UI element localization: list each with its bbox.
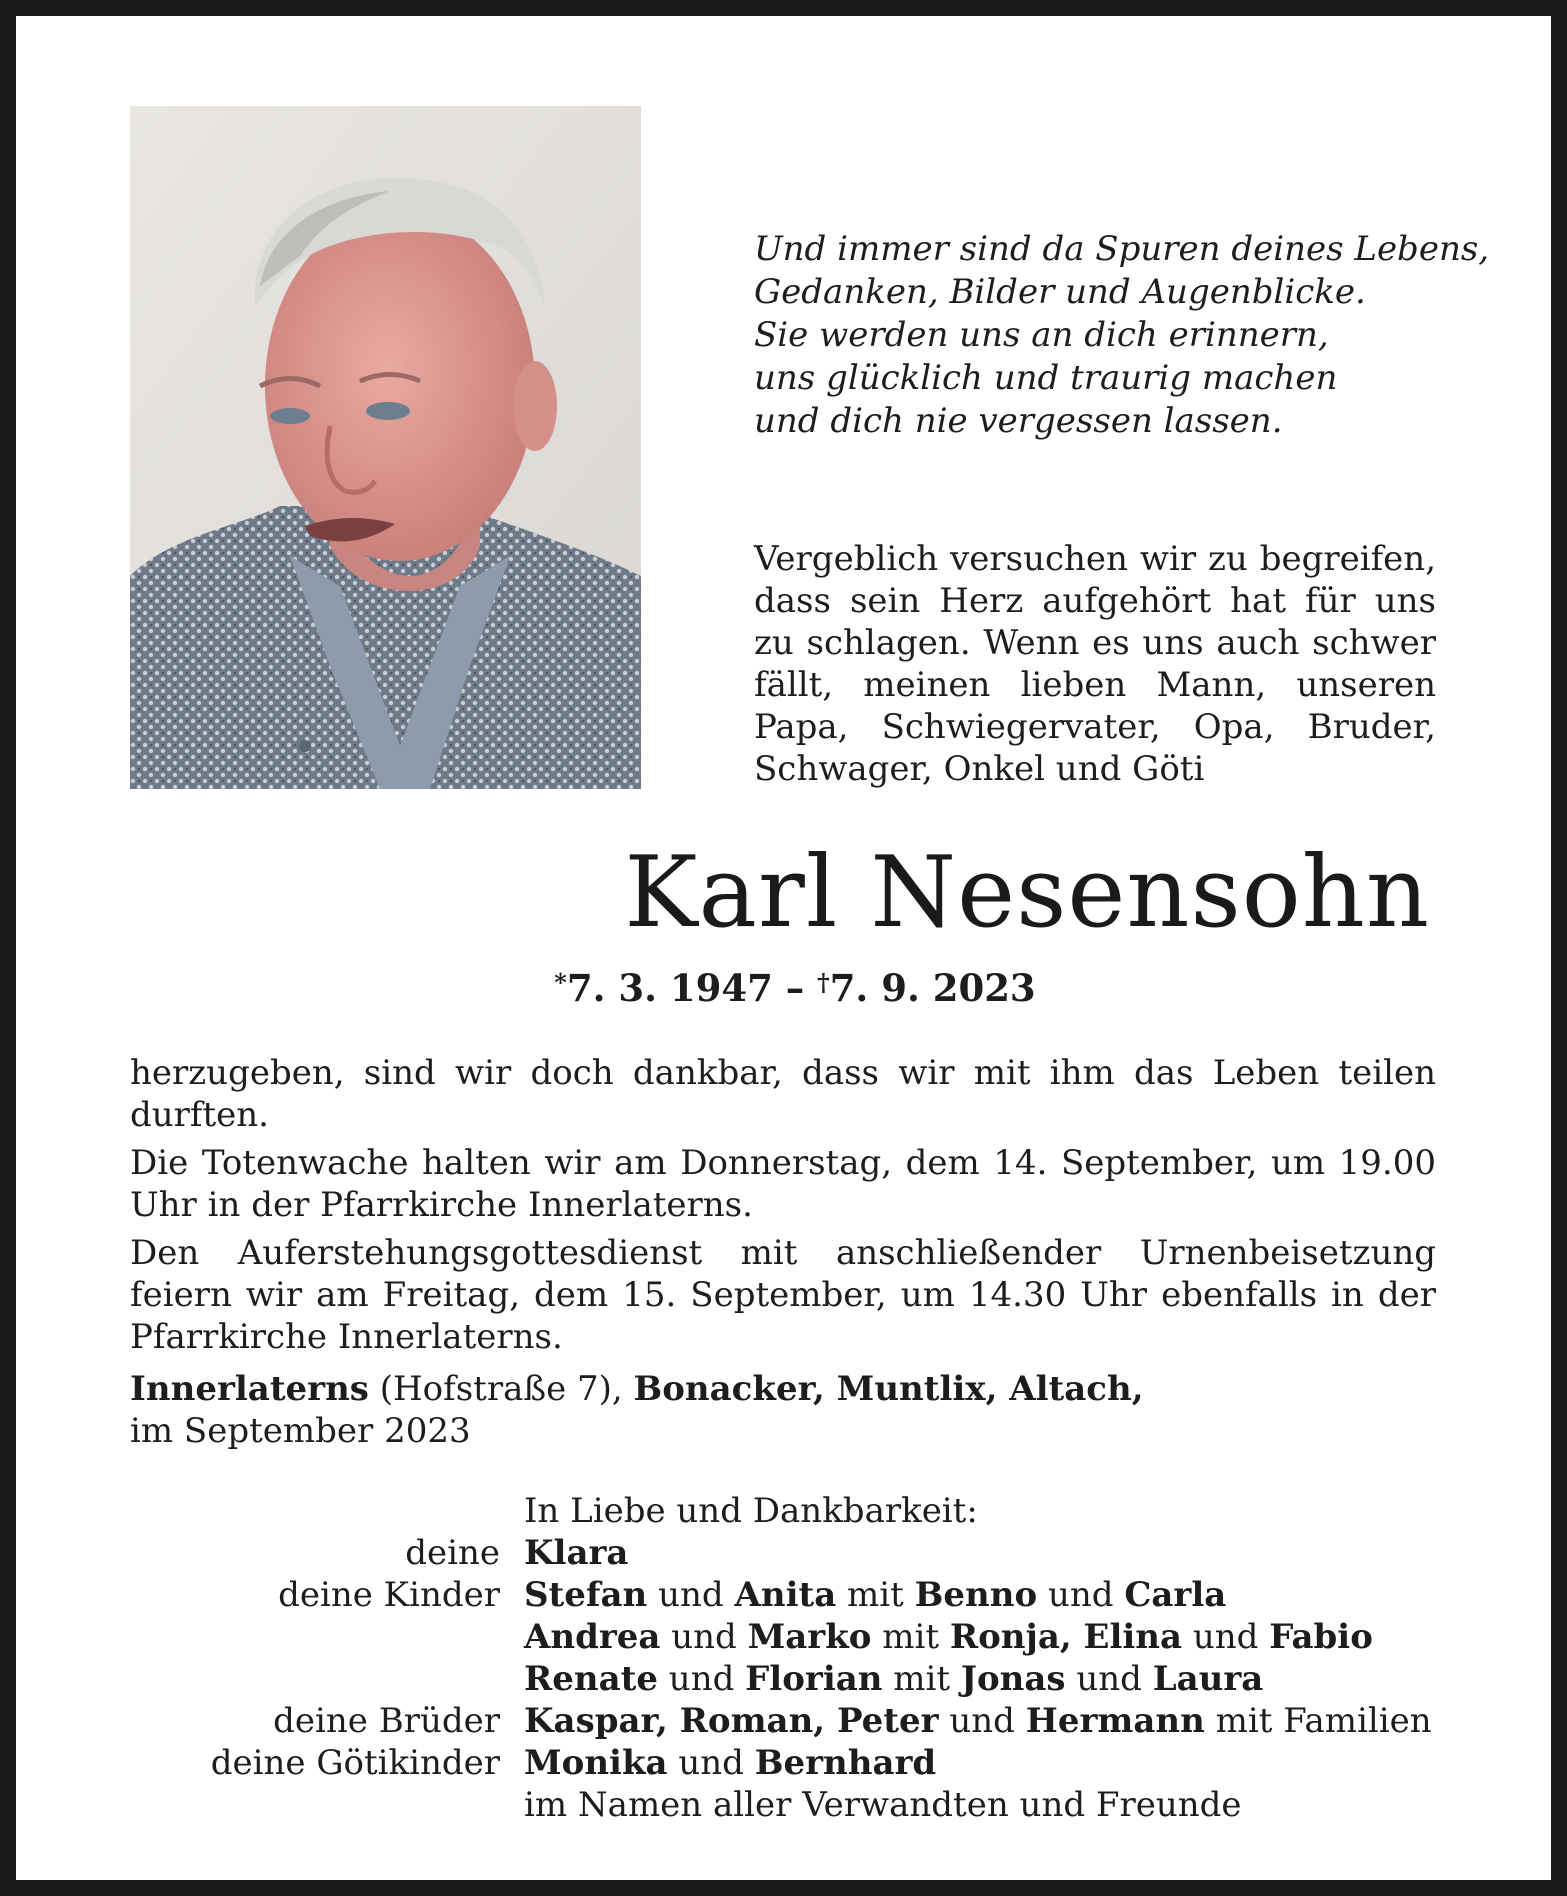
deceased-name: Karl Nesensohn — [624, 836, 1430, 950]
family-member: Hermann — [1025, 1701, 1205, 1741]
conjunction: und — [657, 1659, 746, 1699]
conjunction: und — [1065, 1659, 1153, 1699]
family-label: deine Brüder — [273, 1701, 500, 1741]
intro-paragraph: Vergeblich versuchen wir zu begreifen, dass sein Herz aufgehört hat für uns zu schlagen. Wenn es uns auch schwer fällt, meinen lieben Mann, unseren Papa, Schwiegervater, Opa, Bruder, Schwager, Onkel und Göti — [754, 539, 1436, 789]
conjunction: und — [660, 1617, 748, 1657]
birth-date: 7. 3. 1947 — [566, 966, 773, 1010]
family-label: deine Kinder — [278, 1575, 500, 1615]
family-member: Kaspar, Roman, Peter — [524, 1701, 939, 1741]
family-row-brothers — [130, 1700, 1450, 1742]
conjunction: mit — [882, 1659, 961, 1699]
conjunction: und — [667, 1743, 755, 1783]
family-member: Fabio — [1269, 1617, 1373, 1657]
date-separator: – — [772, 966, 818, 1010]
poem-line: uns glücklich und traurig machen — [754, 358, 1338, 398]
poem-line: Gedanken, Bilder und Augenblicke. — [754, 272, 1366, 312]
conjunction: und — [938, 1701, 1026, 1741]
family-member: Andrea — [524, 1617, 661, 1657]
poem-line: Und immer sind da Spuren deines Lebens, — [754, 229, 1490, 269]
family-member: Anita — [734, 1575, 837, 1615]
address: (Hofstraße 7), — [368, 1369, 634, 1409]
family-member: Monika — [524, 1743, 668, 1783]
place-and-date — [130, 1368, 1436, 1452]
life-dates — [400, 966, 1190, 1010]
conjunction: und — [1182, 1617, 1270, 1657]
family-member: Jonas — [960, 1659, 1066, 1699]
family-member: Florian — [745, 1659, 883, 1699]
conjunction: mit — [836, 1575, 915, 1615]
portrait-photo — [130, 106, 641, 789]
birth-symbol: * — [554, 968, 567, 997]
family-heading-row — [130, 1490, 1450, 1532]
town: Innerlaterns — [130, 1369, 369, 1409]
family-label: deine — [405, 1533, 500, 1573]
family-member: Klara — [524, 1533, 629, 1573]
body-paragraph: herzugeben, sind wir doch dankbar, dass wir mit ihm das Leben teilen durften. — [130, 1053, 1436, 1135]
death-symbol: † — [817, 968, 830, 997]
conjunction: und — [647, 1575, 735, 1615]
poem-line: und dich nie vergessen lassen. — [754, 401, 1283, 441]
conjunction: und — [1037, 1575, 1125, 1615]
family-member: Benno — [914, 1575, 1038, 1615]
family-row-godchildren — [130, 1742, 1450, 1784]
family-heading: In Liebe und Dankbarkeit: — [524, 1491, 978, 1531]
memorial-poem — [754, 228, 1490, 443]
family-row-wife — [130, 1532, 1450, 1574]
announcement-body — [130, 1052, 1436, 1364]
family-member: Carla — [1124, 1575, 1227, 1615]
wake-paragraph: Die Totenwache halten wir am Donnerstag, dem 14. September, um 19.00 Uhr in der Pfarrkirche Innerlaterns. — [130, 1143, 1436, 1225]
family-closing: im Namen aller Verwandten und Freunde — [524, 1785, 1242, 1825]
family-member: Ronja, Elina — [949, 1617, 1183, 1657]
other-places: Bonacker, Muntlix, Altach, — [633, 1369, 1144, 1409]
funeral-paragraph: Den Auferstehungsgottesdienst mit anschließender Urnenbeisetzung feiern wir am Freitag, dem 15. September, um 14.30 Uhr ebenfalls in der Pfarrkirche Innerlaterns. — [130, 1233, 1436, 1357]
conjunction: mit Familien — [1204, 1701, 1432, 1741]
family-member: Bernhard — [754, 1743, 937, 1783]
family-list — [130, 1490, 1450, 1826]
death-date: 7. 9. 2023 — [829, 966, 1036, 1010]
family-row-children — [130, 1616, 1450, 1658]
poem-line: Sie werden uns an dich erinnern, — [754, 315, 1329, 355]
conjunction: mit — [871, 1617, 950, 1657]
place-line — [130, 1368, 1436, 1410]
family-row-children — [130, 1658, 1450, 1700]
family-member: Renate — [524, 1659, 658, 1699]
family-member: Marko — [747, 1617, 872, 1657]
family-row-children — [130, 1574, 1450, 1616]
family-closing-row — [130, 1784, 1450, 1826]
family-label: deine Götikinder — [210, 1743, 500, 1783]
family-member: Stefan — [524, 1575, 648, 1615]
date-line: im September 2023 — [130, 1411, 471, 1451]
family-member: Laura — [1152, 1659, 1264, 1699]
